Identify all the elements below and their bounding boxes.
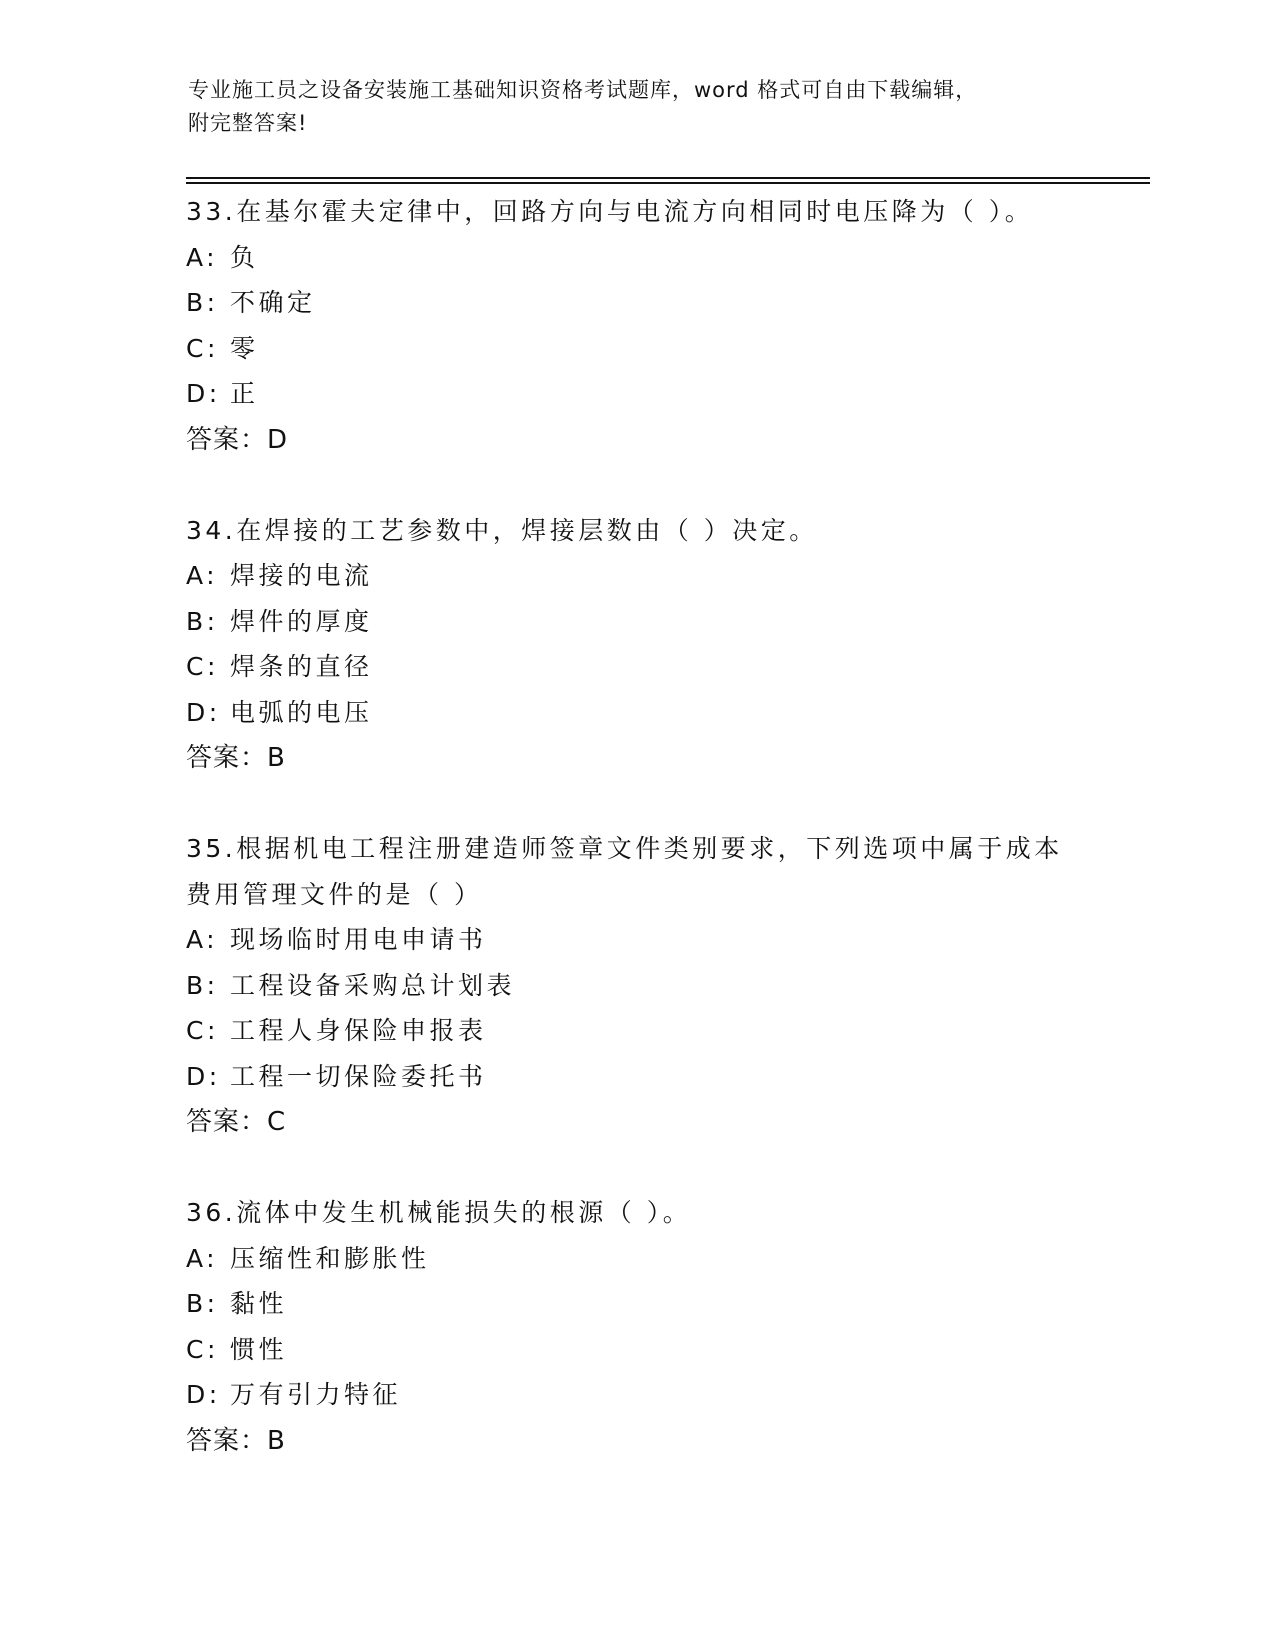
option-d [186,1054,1086,1100]
option-letter: A: [186,925,219,954]
option-b [186,280,1086,326]
option-d [186,371,1086,417]
answer-line: 答案：B [186,1425,286,1456]
question-35 [186,826,1086,1145]
option-c [186,1008,1086,1054]
question-stem: 36.流体中发生机械能损失的根源（ ）。 [186,1198,692,1227]
header-divider-top [186,177,1150,179]
option-letter: B: [186,606,219,636]
header-divider-bottom [186,182,1150,184]
option-a [186,553,1086,599]
option-c [186,1327,1086,1373]
option-a [186,917,1086,963]
document-header [188,74,1068,140]
option-letter: B: [186,1289,219,1318]
question-stem: 34.在焊接的工艺参数中，焊接层数由（ ）决定。 [186,515,818,545]
option-letter: A: [186,561,219,590]
option-text: 不确定 [230,288,316,317]
option-letter: C: [186,333,219,363]
question-list [186,189,1086,1509]
option-text: 黏性 [230,1289,288,1318]
option-a [186,1236,1086,1282]
option-letter: C: [186,1334,219,1364]
option-text: 工程设备采购总计划表 [230,970,516,1000]
header-line-2: 附完整答案! [188,111,308,135]
option-a [186,235,1086,281]
option-c [186,326,1086,372]
option-d [186,1372,1086,1418]
question-33 [186,189,1086,463]
option-text: 惯性 [230,1334,288,1364]
question-34 [186,508,1086,782]
option-letter: D: [186,1380,221,1409]
option-letter: A: [186,1243,219,1273]
option-text: 工程人身保险申报表 [230,1016,487,1045]
answer-line: 答案：C [186,1107,287,1137]
option-letter: C: [186,652,219,681]
option-text: 负 [230,242,259,272]
option-text: 工程一切保险委托书 [230,1061,487,1091]
option-d [186,690,1086,736]
option-text: 焊接的电流 [230,561,373,590]
option-letter: D: [186,1061,221,1091]
option-text: 焊件的厚度 [230,606,373,636]
question-stem-line-2: 费用管理文件的是（ ） [186,879,483,909]
option-text: 现场临时用电申请书 [230,925,487,954]
option-c [186,644,1086,690]
option-text: 正 [230,379,259,408]
option-text: 压缩性和膨胀性 [230,1243,430,1273]
option-letter: A: [186,242,219,272]
header-line-1: 专业施工员之设备安装施工基础知识资格考试题库，word 格式可自由下载编辑， [188,78,978,102]
option-letter: B: [186,288,219,317]
option-text: 万有引力特征 [230,1380,402,1409]
option-letter: B: [186,970,219,1000]
option-text: 零 [230,333,259,363]
option-b [186,1281,1086,1327]
option-b [186,599,1086,645]
option-letter: C: [186,1016,219,1045]
option-text: 焊条的直径 [230,652,373,681]
option-letter: D: [186,379,221,408]
option-letter: D: [186,697,221,727]
option-b [186,963,1086,1009]
question-36 [186,1190,1086,1464]
answer-line: 答案：D [186,424,289,455]
question-stem: 33.在基尔霍夫定律中，回路方向与电流方向相同时电压降为（ ）。 [186,197,1034,226]
question-stem-line-1: 35.根据机电工程注册建造师签章文件类别要求，下列选项中属于成本 [186,834,1063,863]
option-text: 电弧的电压 [230,697,373,727]
answer-line: 答案：B [186,743,286,773]
